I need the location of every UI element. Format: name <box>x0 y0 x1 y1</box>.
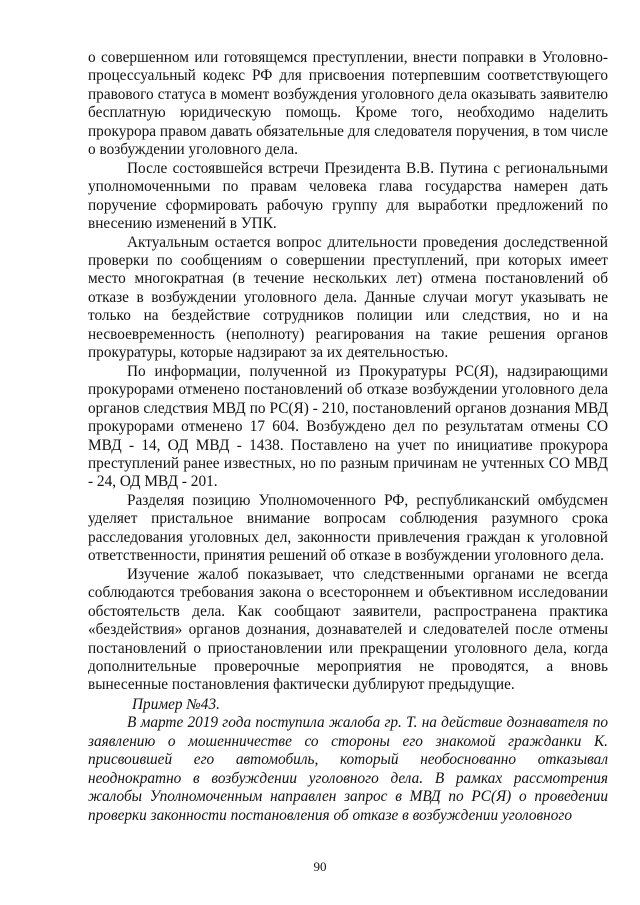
paragraph-ombudsman-position: Разделяя позицию Уполномоченного РФ, республиканский омбудсмен уделяет пристальное внимание вопросам соблюдения разумного срока расследования уголовных дел, законности привлечения граждан к уголовной ответственности, принятия решений об отказе в возбуждении уголовного дела. <box>88 491 608 565</box>
document-body <box>88 49 608 825</box>
page-number: 90 <box>313 859 327 874</box>
paragraph-prosecutor-statistics: По информации, полученной из Прокуратуры РС(Я), надзирающими прокурорами отменено постановлений об отказе возбуждении уголовного дела органов следствия МВД по РС(Я) - 210, постановлений органов дознания МВД прокурорами отменено 17 604. Возбуждено дел по результатам отмены СО МВД - 14, ОД МВД - 1438. Поставлено на учет по инициативе прокурора преступлений ранее известных, но по разным причинам не учтенных СО МВД - 24, ОД МВД - 201. <box>88 362 608 491</box>
paragraph-president-meeting: После состоявшейся встречи Президента В.В. Путина с региональными уполномоченными по правам человека глава государства намерен дать поручение сформировать рабочую группу для выработки предложений по внесению изменений в УПК. <box>88 159 608 233</box>
example-text: В марте 2019 года поступила жалоба гр. Т. на действие дознавателя по заявлению о мошенничестве со стороны его знакомой гражданки К. присвоившей его автомобиль, который необоснованно отказывал неоднократно в возбуждении уголовного дела. В рамках рассмотрения жалобы Уполномоченным направлен запрос в МВД по РС(Я) о проведении проверки законности постановления об отказе в возбуждении уголовного <box>88 714 608 824</box>
paragraph-pre-investigation-check: Актуальным остается вопрос длительности проведения доследственной проверки по сообщениям о совершении преступлений, при которых имеет место многократная (в течение нескольких лет) отмена постановлений об отказе в возбуждении уголовного дела. Данные случаи могут указывать не только на бездействие сотрудников полиции или следствия, но и на несвоевременность (неполноту) реагирования на такие решения органов прокуратуры, которые надзирают за их деятельностью. <box>88 233 608 362</box>
paragraph-complaints-analysis: Изучение жалоб показывает, что следственными органами не всегда соблюдаются требования закона о всестороннем и объективном исследовании обстоятельств дела. Как сообщают заявители, распространена практика «бездействия» органов дознания, дознавателей и следователей после отмены постановлений о приостановлении или прекращении уголовного дела, когда дополнительные проверочные мероприятия не проводятся, а вновь вынесенные постановления фактически дублируют предыдущие. <box>88 565 608 694</box>
example-title: Пример №43. <box>132 695 220 713</box>
paragraph-continuation: о совершенном или готовящемся преступлении, внести поправки в Уголовно-процессуальный кодекс РФ для присвоения потерпевшим соответствующего правового статуса в момент возбуждения уголовного дела оказывать заявителю бесплатную юридическую помощь. Кроме того, необходимо наделить прокурора правом давать обязательные для следователя поручения, в том числе о возбуждении уголовного дела. <box>88 49 608 159</box>
